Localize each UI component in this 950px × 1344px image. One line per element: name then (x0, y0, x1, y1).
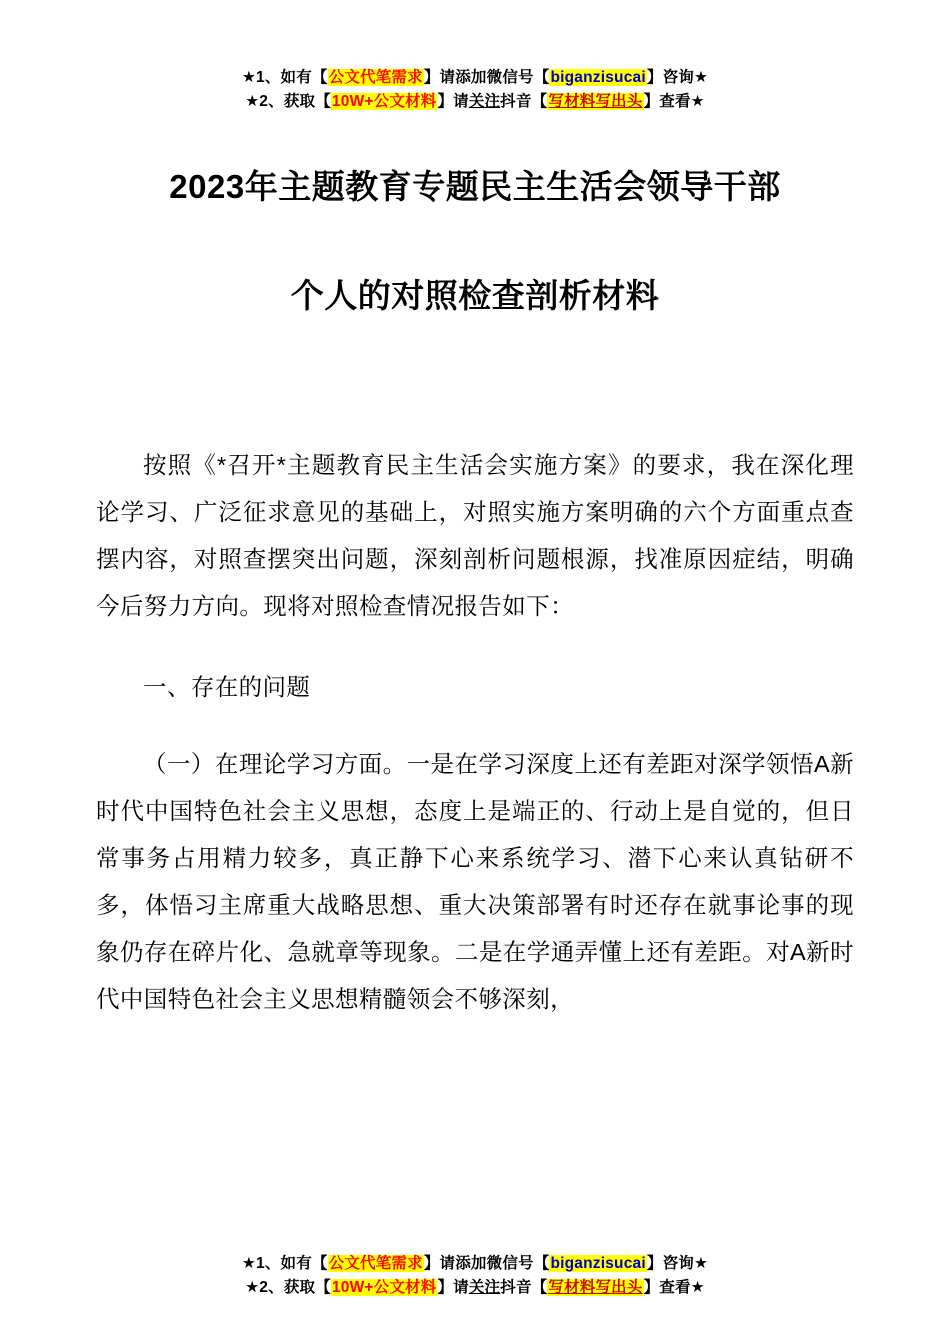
page-title (96, 156, 854, 326)
promo-top-line2-highlight-2: 写材料写出头 (548, 93, 643, 111)
promo-top-line2-underline: 关注 (468, 93, 501, 111)
intro-paragraph: 按照《*召开*主题教育民主生活会实施方案》的要求，我在深化理论学习、广泛征求意见的基础上，对照实施方案明确的六个方面重点查摆内容，对照查摆突出问题，深刻剖析问题根源，找准原因症结，明确今后努力方向。现将对照检查情况报告如下： (96, 452, 854, 620)
promo-bottom-line2-highlight-1: 10W+公文材料 (331, 1278, 437, 1296)
promo-bottom-line2-suffix: 】查看★ (643, 1278, 705, 1296)
promo-bottom-line2-mid-2: 抖音【 (500, 1278, 548, 1296)
document-body (96, 442, 854, 1023)
promo-top-line1-highlight-1: 公文代笔需求 (328, 69, 423, 86)
promo-top-line1-suffix: 】咨询★ (646, 69, 709, 86)
promo-banner-top (96, 66, 854, 114)
promo-bottom-line2-prefix: ★2、获取【 (245, 1278, 331, 1296)
page-title-line-2: 个人的对照检查剖析材料 (290, 277, 660, 315)
promo-bottom-line-2 (0, 1276, 950, 1300)
promo-top-line-2 (96, 90, 854, 114)
promo-bottom-line1-highlight-2: biganzisucai (550, 1254, 646, 1272)
promo-bottom-line1-mid-1: 】请添加微信号【 (423, 1254, 550, 1272)
promo-top-line1-highlight-2: biganzisucai (550, 69, 646, 86)
promo-top-line2-suffix: 】查看★ (643, 93, 705, 111)
promo-top-line-1 (96, 66, 854, 90)
promo-banner-bottom (0, 1252, 950, 1300)
section-1-paragraph-1: （一）在理论学习方面。一是在学习深度上还有差距对深学领悟A新时代中国特色社会主义思想，态度上是端正的、行动上是自觉的，但日常事务占用精力较多，真正静下心来系统学习、潜下心来认真钻研不多，体悟习主席重大战略思想、重大决策部署有时还存在就事论事的现象仍存在碎片化、急就章等现象。二是在学通弄懂上还有差距。对A新时代中国特色社会主义思想精髓领会不够深刻， (96, 751, 854, 1013)
section-heading-1: 一、存在的问题 (143, 674, 311, 701)
promo-bottom-line-1 (0, 1252, 950, 1276)
promo-top-line1-prefix: ★1、如有【 (241, 69, 328, 86)
page-title-line-1: 2023年主题教育专题民主生活会领导干部 (169, 168, 781, 206)
promo-top-line1-mid-1: 】请添加微信号【 (423, 69, 550, 86)
promo-top-line2-mid-2: 抖音【 (500, 93, 548, 111)
promo-bottom-line1-prefix: ★1、如有【 (241, 1254, 328, 1272)
promo-top-line2-highlight-1: 10W+公文材料 (331, 93, 437, 111)
promo-top-line2-prefix: ★2、获取【 (245, 93, 331, 111)
promo-top-line2-mid-1: 】请 (437, 93, 469, 111)
promo-bottom-line2-underline: 关注 (468, 1278, 501, 1296)
promo-bottom-line2-mid-1: 】请 (437, 1278, 469, 1296)
promo-bottom-line1-suffix: 】咨询★ (646, 1254, 709, 1272)
promo-bottom-line1-highlight-1: 公文代笔需求 (328, 1254, 423, 1272)
promo-bottom-line2-highlight-2: 写材料写出头 (548, 1278, 643, 1296)
